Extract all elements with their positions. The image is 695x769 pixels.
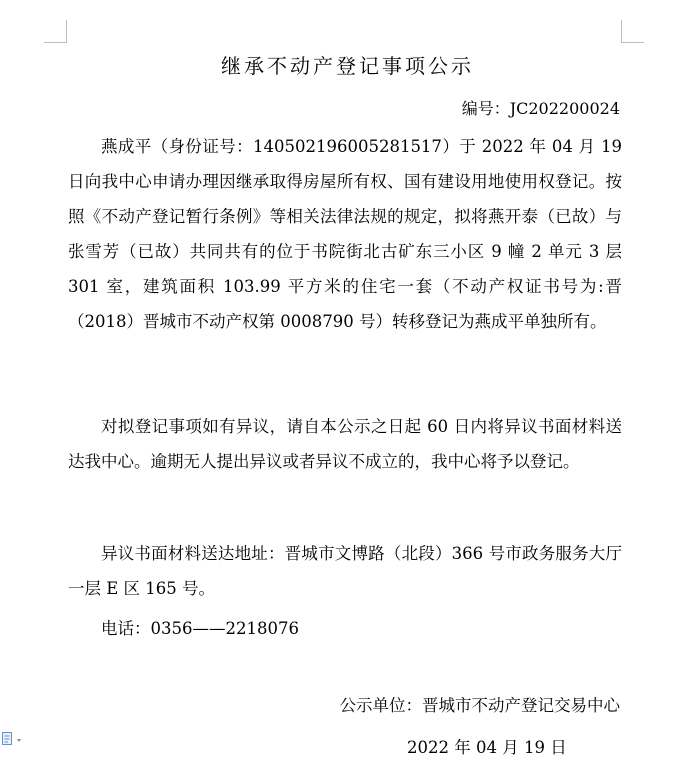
document-number: 编号：JC202200024: [461, 99, 620, 118]
body-paragraph-1: 燕成平（身份证号：140502196005281517）于 2022 年 04 月 19 日向我中心申请办理因继承取得房屋所有权、国有建设用地使用权登记。按照《不动产登记暂行条例》等相关法律法规的规定，拟将燕开泰（已故）与张雪芳（已故）共同共有的位于书院街北古矿东三小区 9 幢 2 单元 3 层 301 室，建筑面积 103.99 平方米的住宅一套（不动产权证书号为:晋（2018）晋城市不动产权第 0008790 号）转移登记为燕成平单独所有。: [68, 137, 622, 331]
issue-date: 2022 年 04 月 19 日: [407, 738, 567, 757]
document-edit-icon[interactable]: [1, 731, 25, 747]
dropdown-arrow-icon: [17, 739, 21, 742]
document-title: 继承不动产登记事项公示: [221, 54, 474, 78]
body-paragraph-3: 异议书面材料送达地址：晋城市文博路（北段）366 号市政务服务大厅一层 E 区 165 号。: [68, 544, 622, 598]
issuing-unit: 公示单位：晋城市不动产登记交易中心: [339, 696, 620, 715]
body-paragraph-4: 电话：0356——2218076: [101, 619, 299, 638]
crop-mark-top-left: [44, 20, 67, 43]
crop-mark-top-right: [621, 20, 644, 43]
body-paragraph-2: 对拟登记事项如有异议，请自本公示之日起 60 日内将异议书面材料送达我中心。逾期无人提出异议或者异议不成立的，我中心将予以登记。: [68, 417, 622, 471]
